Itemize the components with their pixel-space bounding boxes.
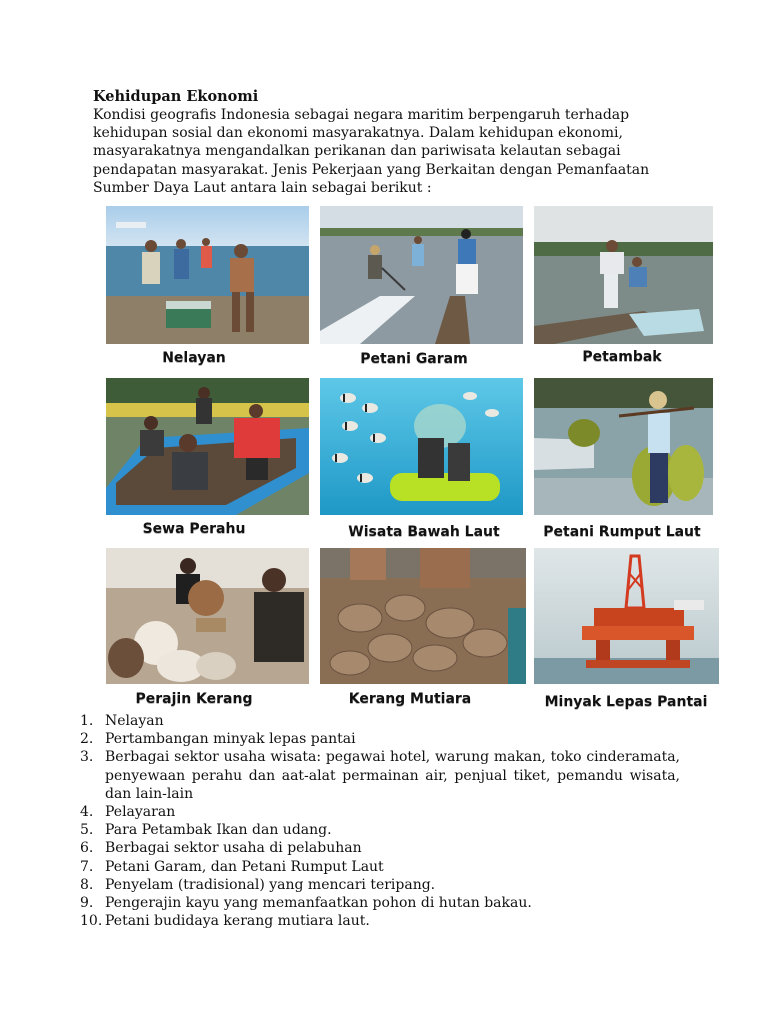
photo-caption: Kerang Mutiara (348, 691, 472, 707)
list-item: 8. Penyelam (tradisional) yang mencari teripang. (80, 876, 436, 893)
fishermen-photo (106, 206, 309, 344)
fish-pond-farmers-photo (534, 206, 713, 344)
list-item: 9. Pengerajin kayu yang memanfaatkan pohon di hutan bakau. (80, 895, 532, 912)
list-item: 1. Nelayan (80, 713, 164, 729)
photo-caption: Sewa Perahu (142, 521, 246, 537)
intro-line: masyarakatnya mengandalkan perikanan dan pariwisata kelautan sebagai (93, 143, 621, 160)
intro-line: Kondisi geografis Indonesia sebagai negara maritim berpengaruh terhadap (93, 107, 630, 123)
occupation-list (80, 712, 680, 930)
photo-caption: Petani Rumput Laut (543, 524, 701, 540)
list-item: 4. Pelayaran (80, 804, 176, 821)
photo-caption: Nelayan (162, 350, 226, 366)
photo-caption: Wisata Bawah Laut (348, 524, 500, 540)
photo-caption: Minyak Lepas Pantai (544, 694, 708, 710)
list-item: 10. Petani budidaya kerang mutiara laut. (80, 913, 370, 930)
section-title: Kehidupan Ekonomi (93, 88, 259, 105)
boat-rental-photo (106, 378, 309, 515)
underwater-tourism-photo (320, 378, 523, 515)
salt-farmers-photo (320, 206, 523, 344)
list-item: 3. Berbagai sektor usaha wisata: pegawai hotel, warung makan, toko cinderamata, penyewaan perahu dan aat-alat permainan air, penjual tiket, pemandu wisata, dan lain-lain (80, 749, 680, 802)
list-item: 5. Para Petambak Ikan dan udang. (80, 822, 332, 839)
seaweed-farmers-photo (534, 378, 713, 515)
pearl-oyster-photo (320, 548, 526, 684)
list-item: 7. Petani Garam, dan Petani Rumput Laut (80, 858, 384, 875)
intro-paragraph (93, 106, 683, 197)
photo-caption: Petani Garam (360, 351, 468, 367)
list-item: 6. Berbagai sektor usaha di pelabuhan (80, 840, 362, 857)
offshore-oil-rig-photo (534, 548, 719, 684)
photo-caption: Petambak (582, 349, 662, 365)
list-item: 2. Pertambangan minyak lepas pantai (80, 731, 356, 748)
photo-caption: Perajin Kerang (135, 691, 253, 707)
intro-line: pendapatan masyarakat. Jenis Pekerjaan yang Berkaitan dengan Pemanfaatan (93, 161, 650, 178)
intro-line: kehidupan sosial dan ekonomi masyarakatnya. Dalam kehidupan ekonomi, (93, 125, 623, 142)
shell-craftsmen-photo (106, 548, 309, 684)
intro-line: Sumber Daya Laut antara lain sebagai berikut : (93, 179, 432, 196)
